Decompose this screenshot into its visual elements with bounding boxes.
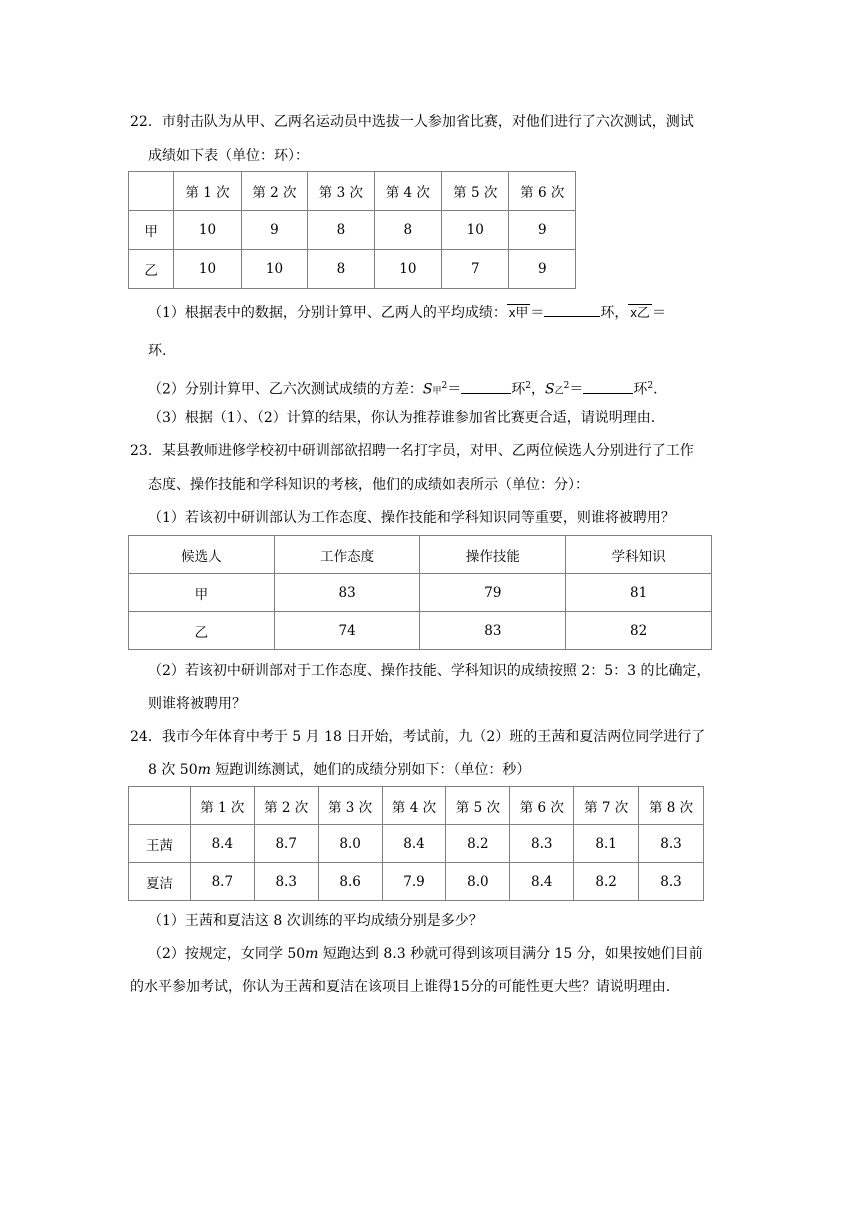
superscript: 2	[563, 381, 570, 391]
q23-part1: （1）若该初中研训部认为工作态度、操作技能和学科知识同等重要，则谁将被聘用？	[148, 510, 675, 526]
table-cell: 甲	[129, 211, 174, 250]
table-header-cell	[129, 787, 191, 825]
table-cell: 83	[420, 612, 566, 650]
q24-part2-text: 短跑达到 8.3 秒就可得到该项目满分 15 分，如果按她们目前	[318, 946, 703, 962]
table-header-cell: 第 8 次	[639, 787, 704, 825]
q22-part2	[148, 376, 658, 402]
period: .	[653, 381, 658, 398]
mean-yi-symbol: x乙	[630, 305, 650, 320]
q24-part1: （1）王茜和夏洁这 8 次训练的平均成绩分别是多少？	[148, 913, 483, 929]
table-header-cell: 第 5 次	[446, 787, 510, 825]
table-cell: 10	[442, 211, 509, 250]
table-cell: 8.2	[446, 825, 510, 863]
table-cell: 83	[274, 574, 420, 612]
q22-part3: （3）根据（1）、（2）计算的结果，你认为推荐谁参加省比赛更合适，请说明理由.	[148, 410, 656, 426]
table-cell: 9	[509, 211, 576, 250]
q23-part2-line1: （2）若该初中研训部对于工作态度、操作技能、学科知识的成绩按照 2：5：3 的比确定，	[148, 663, 711, 679]
table-header-cell: 第 1 次	[174, 172, 241, 211]
table-cell: 8.3	[639, 825, 704, 863]
unit-ring: 环	[633, 381, 648, 398]
table-cell: 乙	[129, 612, 275, 650]
table-row	[129, 211, 576, 250]
table-header-cell: 工作态度	[274, 536, 420, 574]
separator: ，	[530, 381, 545, 398]
q23-part2-line2: 则谁将被聘用？	[148, 696, 246, 712]
table-row	[129, 863, 704, 901]
table-header-cell: 第 4 次	[374, 172, 441, 211]
q22-part1-text: （1）根据表中的数据，分别计算甲、乙两人的平均成绩：	[148, 305, 507, 321]
table-cell: 8.2	[574, 863, 639, 901]
table-cell: 8.7	[190, 863, 254, 901]
table-row	[129, 574, 712, 612]
table-cell: 9	[509, 250, 576, 289]
superscript: 2	[525, 381, 531, 391]
table-cell: 8.6	[318, 863, 382, 901]
table-cell: 8	[308, 250, 374, 289]
table-cell: 乙	[129, 250, 174, 289]
equals-sign: ＝	[569, 381, 584, 398]
table-header-cell: 第 3 次	[318, 787, 382, 825]
table-cell: 8.1	[574, 825, 639, 863]
superscript: 2	[647, 381, 654, 391]
table-header-row	[129, 787, 704, 825]
q22-part2-text: （2）分别计算甲、乙六次测试成绩的方差：	[148, 381, 423, 398]
table-header-cell: 第 6 次	[510, 787, 574, 825]
table-cell: 7	[442, 250, 509, 289]
table-header-cell: 操作技能	[420, 536, 566, 574]
table-cell: 79	[420, 574, 566, 612]
answer-blank	[461, 379, 511, 394]
table-cell: 10	[374, 250, 441, 289]
table-cell: 8.0	[446, 863, 510, 901]
table-header-cell: 第 2 次	[241, 172, 307, 211]
q22-part1-continuation: 环.	[148, 343, 167, 359]
table-header-cell: 第 7 次	[574, 787, 639, 825]
q23-stem-line2: 态度、操作技能和学科知识的考核，他们的成绩如表所示（单位：分）：	[148, 477, 589, 493]
q24-stem-text: 8 次 50	[148, 762, 198, 778]
mean-jia-symbol: x甲	[508, 305, 529, 320]
table-cell: 74	[274, 612, 420, 650]
table-row	[129, 825, 704, 863]
table-header-cell: 候选人	[129, 536, 275, 574]
superscript: 2	[441, 381, 448, 391]
table-header-cell: 第 3 次	[308, 172, 374, 211]
variance-symbol: S	[422, 381, 433, 398]
q24-sprint-table	[128, 786, 704, 901]
q23-stem-line1: 23．某县教师进修学校初中研训部欲招聘一名打字员，对甲、乙两位候选人分别进行了工作	[130, 443, 694, 459]
table-cell: 8.3	[510, 825, 574, 863]
table-header-cell: 第 2 次	[254, 787, 318, 825]
table-cell: 8	[308, 211, 374, 250]
unit-meter: m	[305, 946, 319, 962]
unit-ring: 环	[511, 381, 526, 398]
q24-part2-line2: 的水平参加考试，你认为王茜和夏洁在该项目上谁得15分的可能性更大些？请说明理由.	[130, 979, 671, 995]
subscript-jia: 甲	[432, 386, 442, 397]
table-cell: 8.4	[510, 863, 574, 901]
q23-candidate-table	[128, 535, 712, 650]
table-row	[129, 612, 712, 650]
equals-sign: ＝	[530, 305, 545, 321]
table-header-cell: 学科知识	[566, 536, 712, 574]
q22-score-table	[128, 171, 576, 289]
table-header-cell: 第 6 次	[509, 172, 576, 211]
table-header-cell: 第 1 次	[190, 787, 254, 825]
unit-ring: 环，	[600, 305, 629, 321]
q24-stem-text: 短跑训练测试，她们的成绩分别如下：（单位：秒）	[210, 762, 531, 778]
table-cell: 甲	[129, 574, 275, 612]
q24-part2-line1	[148, 944, 703, 964]
table-cell: 10	[241, 250, 307, 289]
table-cell: 王茜	[129, 825, 191, 863]
table-cell: 8.0	[318, 825, 382, 863]
table-cell: 8.3	[639, 863, 704, 901]
table-cell: 8.4	[382, 825, 446, 863]
table-header-cell: 第 4 次	[382, 787, 446, 825]
subscript-yi: 乙	[554, 386, 564, 397]
answer-blank	[583, 379, 633, 394]
table-header-cell	[129, 172, 174, 211]
q24-part2-text: （2）按规定，女同学 50	[148, 946, 306, 962]
table-cell: 8.4	[190, 825, 254, 863]
table-cell: 8.7	[254, 825, 318, 863]
table-cell: 8.3	[254, 863, 318, 901]
unit-meter: m	[197, 762, 211, 778]
variance-symbol: S	[544, 381, 555, 398]
table-cell: 10	[174, 211, 241, 250]
q24-stem-line1: 24．我市今年体育中考于 5 月 18 日开始，考试前，九（2）班的王茜和夏洁两位同学进行了	[130, 729, 706, 745]
table-row	[129, 250, 576, 289]
q22-stem-line2: 成绩如下表（单位：环）：	[148, 148, 309, 164]
table-cell: 9	[241, 211, 307, 250]
equals-sign: ＝	[447, 381, 462, 398]
equals-sign: ＝	[651, 305, 666, 321]
table-header-cell: 第 5 次	[442, 172, 509, 211]
table-header-row	[129, 536, 712, 574]
table-cell: 10	[174, 250, 241, 289]
q22-stem-line1: 22．市射击队为从甲、乙两名运动员中选拔一人参加省比赛，对他们进行了六次测试，测试	[130, 114, 694, 130]
q24-stem-line2	[148, 760, 530, 780]
table-cell: 82	[566, 612, 712, 650]
table-cell: 夏洁	[129, 863, 191, 901]
table-cell: 7.9	[382, 863, 446, 901]
table-header-row	[129, 172, 576, 211]
table-cell: 81	[566, 574, 712, 612]
q22-part1	[148, 302, 666, 323]
answer-blank	[544, 302, 600, 317]
table-cell: 8	[374, 211, 441, 250]
